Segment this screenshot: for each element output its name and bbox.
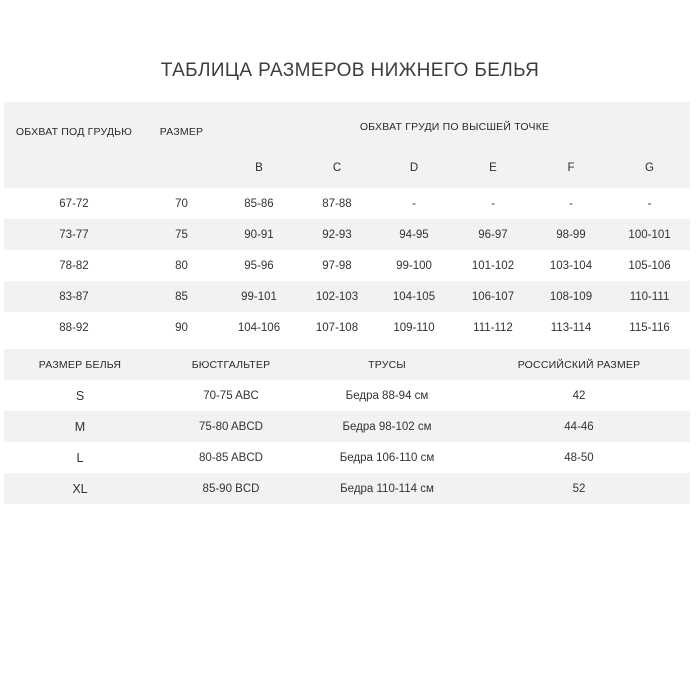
briefs-cell: Бедра 88-94 см: [306, 380, 468, 411]
bust-cell: 100-101: [609, 219, 690, 250]
bust-cell: 101-102: [453, 250, 533, 281]
underbust-cell: 88-92: [4, 312, 144, 343]
header-cup: F: [533, 149, 609, 188]
bust-cell: 99-101: [219, 281, 299, 312]
underbust-cell: 67-72: [4, 188, 144, 219]
table-row: [4, 312, 690, 343]
underwear-size-cell: XL: [4, 473, 156, 504]
bust-cell: 95-96: [219, 250, 299, 281]
bust-cell: 105-106: [609, 250, 690, 281]
bust-cell: 104-105: [375, 281, 453, 312]
table-row: [4, 281, 690, 312]
size-cell: 75: [144, 219, 219, 250]
page-title: ТАБЛИЦА РАЗМЕРОВ НИЖНЕГО БЕЛЬЯ: [160, 60, 540, 81]
size-cell: 80: [144, 250, 219, 281]
russian-size-cell: 48-50: [468, 442, 690, 473]
russian-size-cell: 42: [468, 380, 690, 411]
table-row: [4, 473, 690, 504]
bust-cell: 92-93: [299, 219, 375, 250]
header-briefs: ТРУСЫ: [306, 349, 468, 380]
bust-cell: -: [533, 188, 609, 219]
header-cup: B: [219, 149, 299, 188]
bust-cell: 108-109: [533, 281, 609, 312]
underbust-cell: 78-82: [4, 250, 144, 281]
russian-size-cell: 44-46: [468, 411, 690, 442]
table-row: [4, 442, 690, 473]
bust-cell: 99-100: [375, 250, 453, 281]
header-cup: G: [609, 149, 690, 188]
table-row: [4, 380, 690, 411]
bust-cell: -: [453, 188, 533, 219]
underwear-size-cell: L: [4, 442, 156, 473]
header-bust-group: ОБХВАТ ГРУДИ ПО ВЫСШЕЙ ТОЧКЕ: [219, 102, 690, 149]
briefs-cell: Бедра 98-102 см: [306, 411, 468, 442]
bra-cell: 75-80 ABCD: [156, 411, 306, 442]
size-cell: 85: [144, 281, 219, 312]
underwear-size-cell: M: [4, 411, 156, 442]
table-row: [4, 411, 690, 442]
bust-cell: 109-110: [375, 312, 453, 343]
header-cup: D: [375, 149, 453, 188]
bra-size-table: [4, 102, 690, 343]
size-cell: 70: [144, 188, 219, 219]
bust-cell: 115-116: [609, 312, 690, 343]
underbust-cell: 73-77: [4, 219, 144, 250]
briefs-cell: Бедра 106-110 см: [306, 442, 468, 473]
header-size: РАЗМЕР: [144, 102, 219, 188]
bust-cell: -: [375, 188, 453, 219]
bust-cell: 110-111: [609, 281, 690, 312]
header-cup: C: [299, 149, 375, 188]
table-row: [4, 250, 690, 281]
bust-cell: 113-114: [533, 312, 609, 343]
header-russian-size: РОССИЙСКИЙ РАЗМЕР: [468, 349, 690, 380]
bust-cell: -: [609, 188, 690, 219]
header-underbust: ОБХВАТ ПОД ГРУДЬЮ: [4, 102, 144, 188]
header-cup: E: [453, 149, 533, 188]
bust-cell: 97-98: [299, 250, 375, 281]
bust-cell: 103-104: [533, 250, 609, 281]
bra-cell: 70-75 ABC: [156, 380, 306, 411]
header-bra: БЮСТГАЛЬТЕР: [156, 349, 306, 380]
underwear-size-table: [4, 349, 690, 504]
bust-cell: 85-86: [219, 188, 299, 219]
bust-cell: 87-88: [299, 188, 375, 219]
table-row: [4, 219, 690, 250]
bust-cell: 90-91: [219, 219, 299, 250]
bust-cell: 102-103: [299, 281, 375, 312]
underbust-cell: 83-87: [4, 281, 144, 312]
bust-cell: 94-95: [375, 219, 453, 250]
bra-cell: 80-85 ABCD: [156, 442, 306, 473]
bust-cell: 104-106: [219, 312, 299, 343]
russian-size-cell: 52: [468, 473, 690, 504]
bra-cell: 85-90 BCD: [156, 473, 306, 504]
bust-cell: 98-99: [533, 219, 609, 250]
bust-cell: 96-97: [453, 219, 533, 250]
bust-cell: 107-108: [299, 312, 375, 343]
briefs-cell: Бедра 110-114 см: [306, 473, 468, 504]
table-row: [4, 188, 690, 219]
bust-cell: 111-112: [453, 312, 533, 343]
header-underwear-size: РАЗМЕР БЕЛЬЯ: [4, 349, 156, 380]
underwear-size-cell: S: [4, 380, 156, 411]
size-cell: 90: [144, 312, 219, 343]
bust-cell: 106-107: [453, 281, 533, 312]
